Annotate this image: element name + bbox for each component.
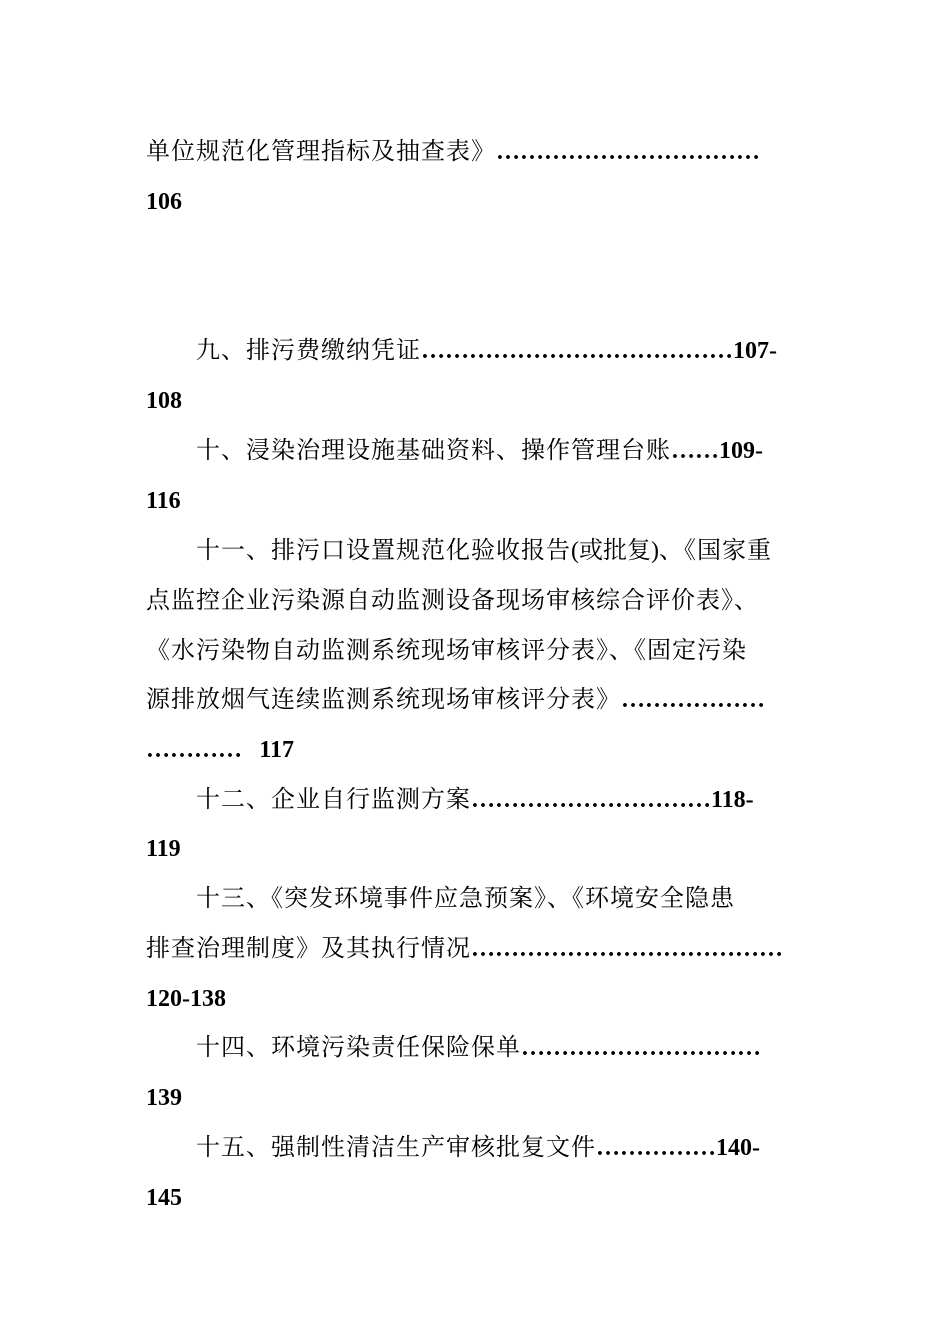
toc-page-number: 107- (733, 338, 777, 364)
toc-leader-dots: ………… (146, 737, 242, 763)
toc-entry-text: 点监控企业污染源自动监测设备现场审核综合评价表》、 (146, 586, 759, 614)
toc-leader-dots: …… (671, 438, 719, 464)
toc-line (146, 585, 806, 615)
toc-leader-dots: ………………………… (521, 1035, 761, 1061)
toc-line (146, 136, 806, 167)
toc-entry-text: 十、浸染治理设施基础资料、操作管理台账 (196, 436, 671, 464)
toc-line (146, 1182, 806, 1213)
toc-page-number: 117 (259, 737, 294, 763)
toc-page-number: 145 (146, 1185, 182, 1211)
toc-entry-text: 《水污染物自动监测系统现场审核评分表》、《固定污染 (146, 636, 747, 664)
toc-line (146, 684, 806, 715)
toc-leader-dots: ……………… (621, 687, 765, 713)
toc-line (146, 635, 806, 665)
toc-page-number: 139 (146, 1085, 182, 1111)
toc-leader-dots: …………… (596, 1135, 716, 1161)
toc-page-number: 118- (711, 787, 754, 813)
toc-entry-text: 十五、强制性清洁生产审核批复文件 (196, 1133, 596, 1161)
toc-line (146, 186, 806, 217)
toc-page-number: 108 (146, 388, 182, 414)
toc-entry-text: 十一、排污口设置规范化验收报告 (196, 536, 571, 564)
toc-page-number: 119 (146, 836, 181, 862)
toc-line (196, 335, 806, 366)
toc-line (196, 1032, 806, 1063)
toc-leader-dots: ………………………………… (471, 936, 783, 962)
toc-line (146, 933, 806, 964)
toc-line (146, 485, 806, 516)
toc-entry-text: (或批复) (571, 538, 659, 564)
toc-line (146, 833, 806, 864)
toc-leader-dots: …………………………… (496, 139, 760, 165)
toc-entry-text: 、《国家重 (658, 536, 772, 564)
toc-line (146, 983, 806, 1014)
toc-line (196, 435, 806, 466)
toc-page-number: 140- (716, 1135, 760, 1161)
toc-line (196, 535, 806, 566)
toc-page-number: 109- (719, 438, 763, 464)
toc-entry-text: 十二、企业自行监测方案 (196, 785, 471, 813)
toc-line (146, 385, 806, 416)
toc-leader-dots: ………………………………… (421, 338, 733, 364)
toc-entry-text: 源排放烟气连续监测系统现场审核评分表》 (146, 685, 621, 713)
toc-page-number: 106 (146, 189, 182, 215)
toc-entry-text: 九、排污费缴纳凭证 (196, 336, 421, 364)
toc-entry-text: 排查治理制度》及其执行情况 (146, 934, 471, 962)
toc-entry-text: 十四、环境污染责任保险保单 (196, 1033, 521, 1061)
toc-line (146, 734, 806, 765)
toc-page-number: 120-138 (146, 986, 226, 1012)
toc-line (146, 1082, 806, 1113)
toc-entry-text: 十三、《突发环境事件应急预案》、《环境安全隐患 (196, 884, 735, 912)
toc-line (196, 883, 806, 913)
toc-line (196, 784, 806, 815)
toc-line (196, 1132, 806, 1163)
toc-leader-dots: ………………………… (471, 787, 711, 813)
toc-entry-text: 单位规范化管理指标及抽查表》 (146, 137, 496, 165)
toc-page-number: 116 (146, 488, 181, 514)
